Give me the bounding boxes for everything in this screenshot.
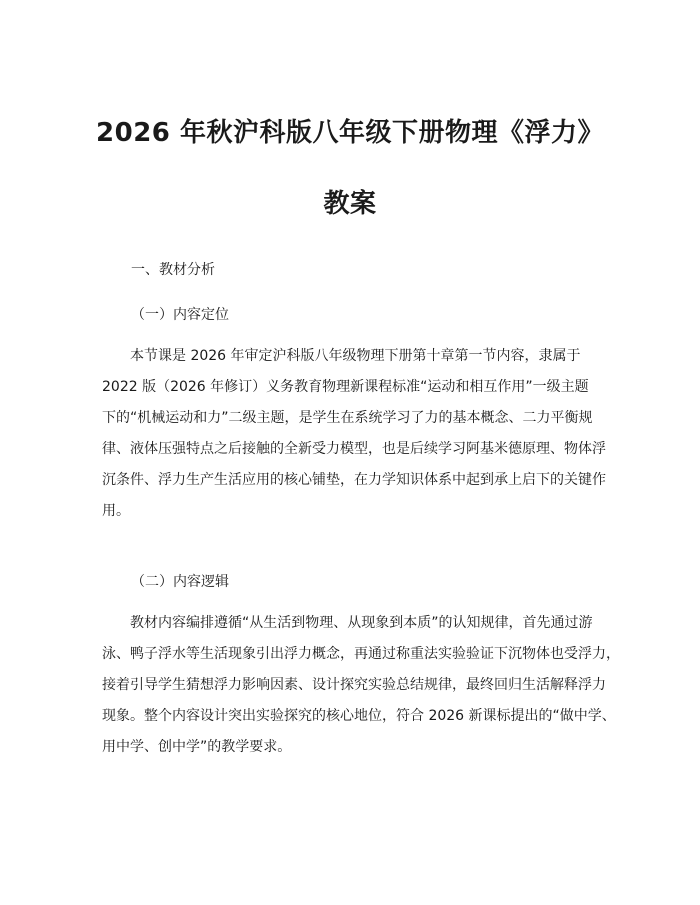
document-title-line-2: 教案 bbox=[323, 189, 377, 219]
subsection-heading-content-positioning: （一）内容定位 bbox=[131, 307, 229, 323]
paragraph-line: 沉条件、浮力生产生活应用的核心铺垫，在力学知识体系中起到承上启下的关键作 bbox=[102, 472, 606, 488]
section-heading-textbook-analysis: 一、教材分析 bbox=[131, 262, 215, 278]
paragraph-content-logic bbox=[102, 608, 620, 763]
paragraph-line: 用中学、创中学”的教学要求。 bbox=[102, 739, 292, 755]
paragraph-line: 律、液体压强特点之后接触的全新受力模型，也是后续学习阿基米德原理、物体浮 bbox=[102, 441, 606, 457]
paragraph-line: 2022 版（2026 年修订）义务教育物理新课程标准“运动和相互作用”一级主题 bbox=[102, 379, 589, 395]
paragraph-line: 现象。整个内容设计突出实验探究的核心地位，符合 2026 新课标提出的“做中学、 bbox=[102, 708, 616, 724]
paragraph-line: 本节课是 2026 年审定沪科版八年级物理下册第十章第一节内容，隶属于 bbox=[130, 348, 581, 364]
document-title-line-1: 2026 年秋沪科版八年级下册物理《浮力》 bbox=[96, 118, 604, 148]
subsection-heading-content-logic: （二）内容逻辑 bbox=[131, 574, 229, 590]
paragraph-line: 泳、鸭子浮水等生活现象引出浮力概念，再通过称重法实验验证下沉物体也受浮力， bbox=[102, 646, 620, 662]
paragraph-line: 下的“机械运动和力”二级主题，是学生在系统学习了力的基本概念、二力平衡规 bbox=[102, 410, 593, 426]
paragraph-line: 接着引导学生猜想浮力影响因素、设计探究实验总结规律，最终回归生活解释浮力 bbox=[102, 677, 606, 693]
paragraph-line: 用。 bbox=[102, 503, 130, 519]
paragraph-line: 教材内容编排遵循“从生活到物理、从现象到本质”的认知规律，首先通过游 bbox=[130, 615, 593, 631]
paragraph-content-positioning bbox=[102, 341, 606, 527]
